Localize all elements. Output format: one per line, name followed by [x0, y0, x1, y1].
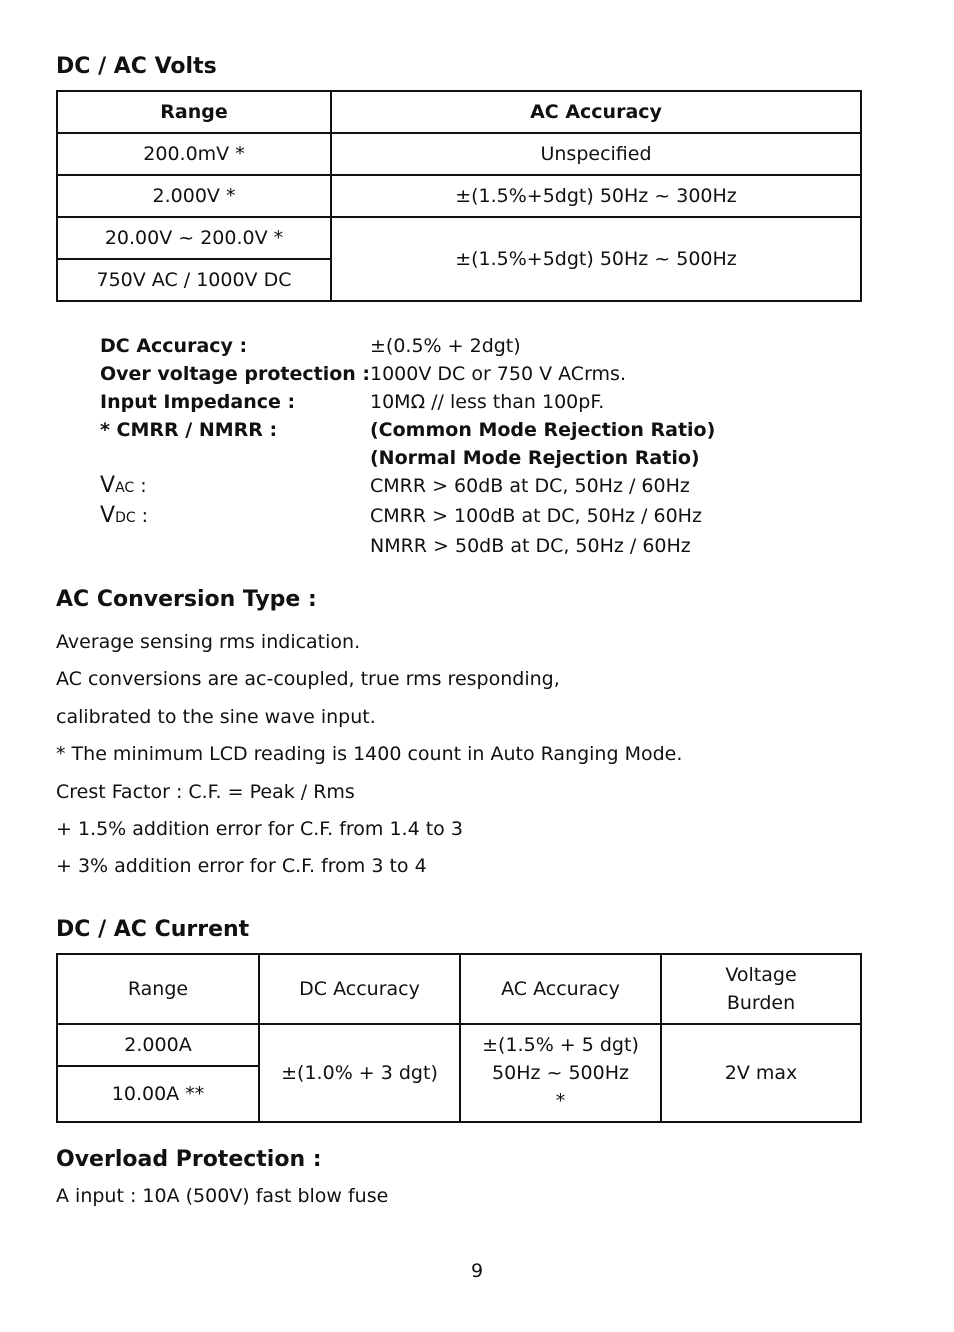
table-header-row: [57, 954, 861, 1024]
range-cell: 750V AC / 1000V DC: [57, 259, 331, 301]
spec-row-vdc: [100, 502, 715, 532]
spec-value: 10MΩ // less than 100pF.: [370, 391, 605, 413]
spec-label: * CMRR / NMRR :: [100, 419, 278, 441]
table-row: [57, 1024, 861, 1066]
ac-accuracy-cell: Unspecified: [331, 133, 861, 175]
spec-value: ±(0.5% + 2dgt): [370, 335, 521, 357]
spec-label: DC Accuracy :: [100, 335, 248, 357]
range-cell: 20.00V ~ 200.0V *: [57, 217, 331, 259]
table-row: [57, 217, 861, 259]
spec-label-vac: VAC :: [100, 473, 147, 498]
ac-conversion-text: [56, 624, 682, 886]
text-line: + 3% addition error for C.F. from 3 to 4: [56, 855, 427, 878]
ac-accuracy-cell: ±(1.5%+5dgt) 50Hz ~ 300Hz: [331, 175, 861, 217]
current-table: [56, 953, 862, 1123]
header-dc-accuracy: DC Accuracy: [259, 954, 460, 1024]
spec-value: CMRR > 60dB at DC, 50Hz / 60Hz: [370, 475, 690, 497]
text-line: AC conversions are ac-coupled, true rms responding,: [56, 668, 560, 691]
table-header-row: [57, 91, 861, 133]
spec-label: Input Impedance :: [100, 391, 296, 413]
range-cell: 10.00A **: [57, 1066, 259, 1122]
spec-label-vdc: VDC :: [100, 503, 149, 528]
volts-heading: DC / AC Volts: [56, 54, 217, 79]
table-row: [57, 133, 861, 175]
page-number: 9: [470, 1260, 484, 1282]
header-voltage-burden: Voltage Burden: [661, 954, 861, 1024]
overload-heading: Overload Protection :: [56, 1147, 322, 1172]
text-line: calibrated to the sine wave input.: [56, 705, 376, 728]
volts-table: [56, 90, 862, 302]
spec-row-vac: [100, 472, 715, 502]
current-heading: DC / AC Current: [56, 917, 250, 942]
spec-row-input-impedance: [100, 388, 715, 416]
spec-row-nmrr: [100, 444, 715, 472]
spec-row-dc-accuracy: [100, 332, 715, 360]
ac-accuracy-cell: ±(1.5% + 5 dgt) 50Hz ~ 500Hz *: [460, 1024, 661, 1122]
ac-accuracy-cell: ±(1.5%+5dgt) 50Hz ~ 500Hz: [331, 217, 861, 301]
range-cell: 200.0mV *: [57, 133, 331, 175]
table-row: [57, 175, 861, 217]
dc-accuracy-cell: ±(1.0% + 3 dgt): [259, 1024, 460, 1122]
spec-row-over-voltage: [100, 360, 715, 388]
range-cell: 2.000A: [57, 1024, 259, 1066]
header-range: Range: [57, 954, 259, 1024]
voltage-burden-cell: 2V max: [661, 1024, 861, 1122]
spec-row-cmrr: [100, 416, 715, 444]
overload-text: A input : 10A (500V) fast blow fuse: [56, 1185, 389, 1207]
text-line: + 1.5% addition error for C.F. from 1.4 to 3: [56, 818, 463, 841]
spec-row-vdc-nmrr: [100, 532, 715, 560]
header-ac-accuracy: AC Accuracy: [460, 954, 661, 1024]
spec-value: CMRR > 100dB at DC, 50Hz / 60Hz: [370, 505, 702, 527]
text-line: * The minimum LCD reading is 1400 count in Auto Ranging Mode.: [56, 743, 683, 766]
spec-value: 1000V DC or 750 V ACrms.: [370, 363, 626, 385]
spec-value: NMRR > 50dB at DC, 50Hz / 60Hz: [370, 535, 691, 557]
spec-value: (Common Mode Rejection Ratio): [370, 419, 716, 441]
ac-conversion-heading: AC Conversion Type :: [56, 587, 317, 612]
volts-spec-list: [100, 332, 715, 560]
text-line: Average sensing rms indication.: [56, 631, 361, 653]
range-cell: 2.000V *: [57, 175, 331, 217]
header-ac-accuracy: AC Accuracy: [331, 91, 861, 133]
text-line: Crest Factor : C.F. = Peak / Rms: [56, 780, 355, 803]
header-range: Range: [57, 91, 331, 133]
spec-value: (Normal Mode Rejection Ratio): [370, 447, 700, 469]
spec-label: Over voltage protection :: [100, 363, 371, 385]
